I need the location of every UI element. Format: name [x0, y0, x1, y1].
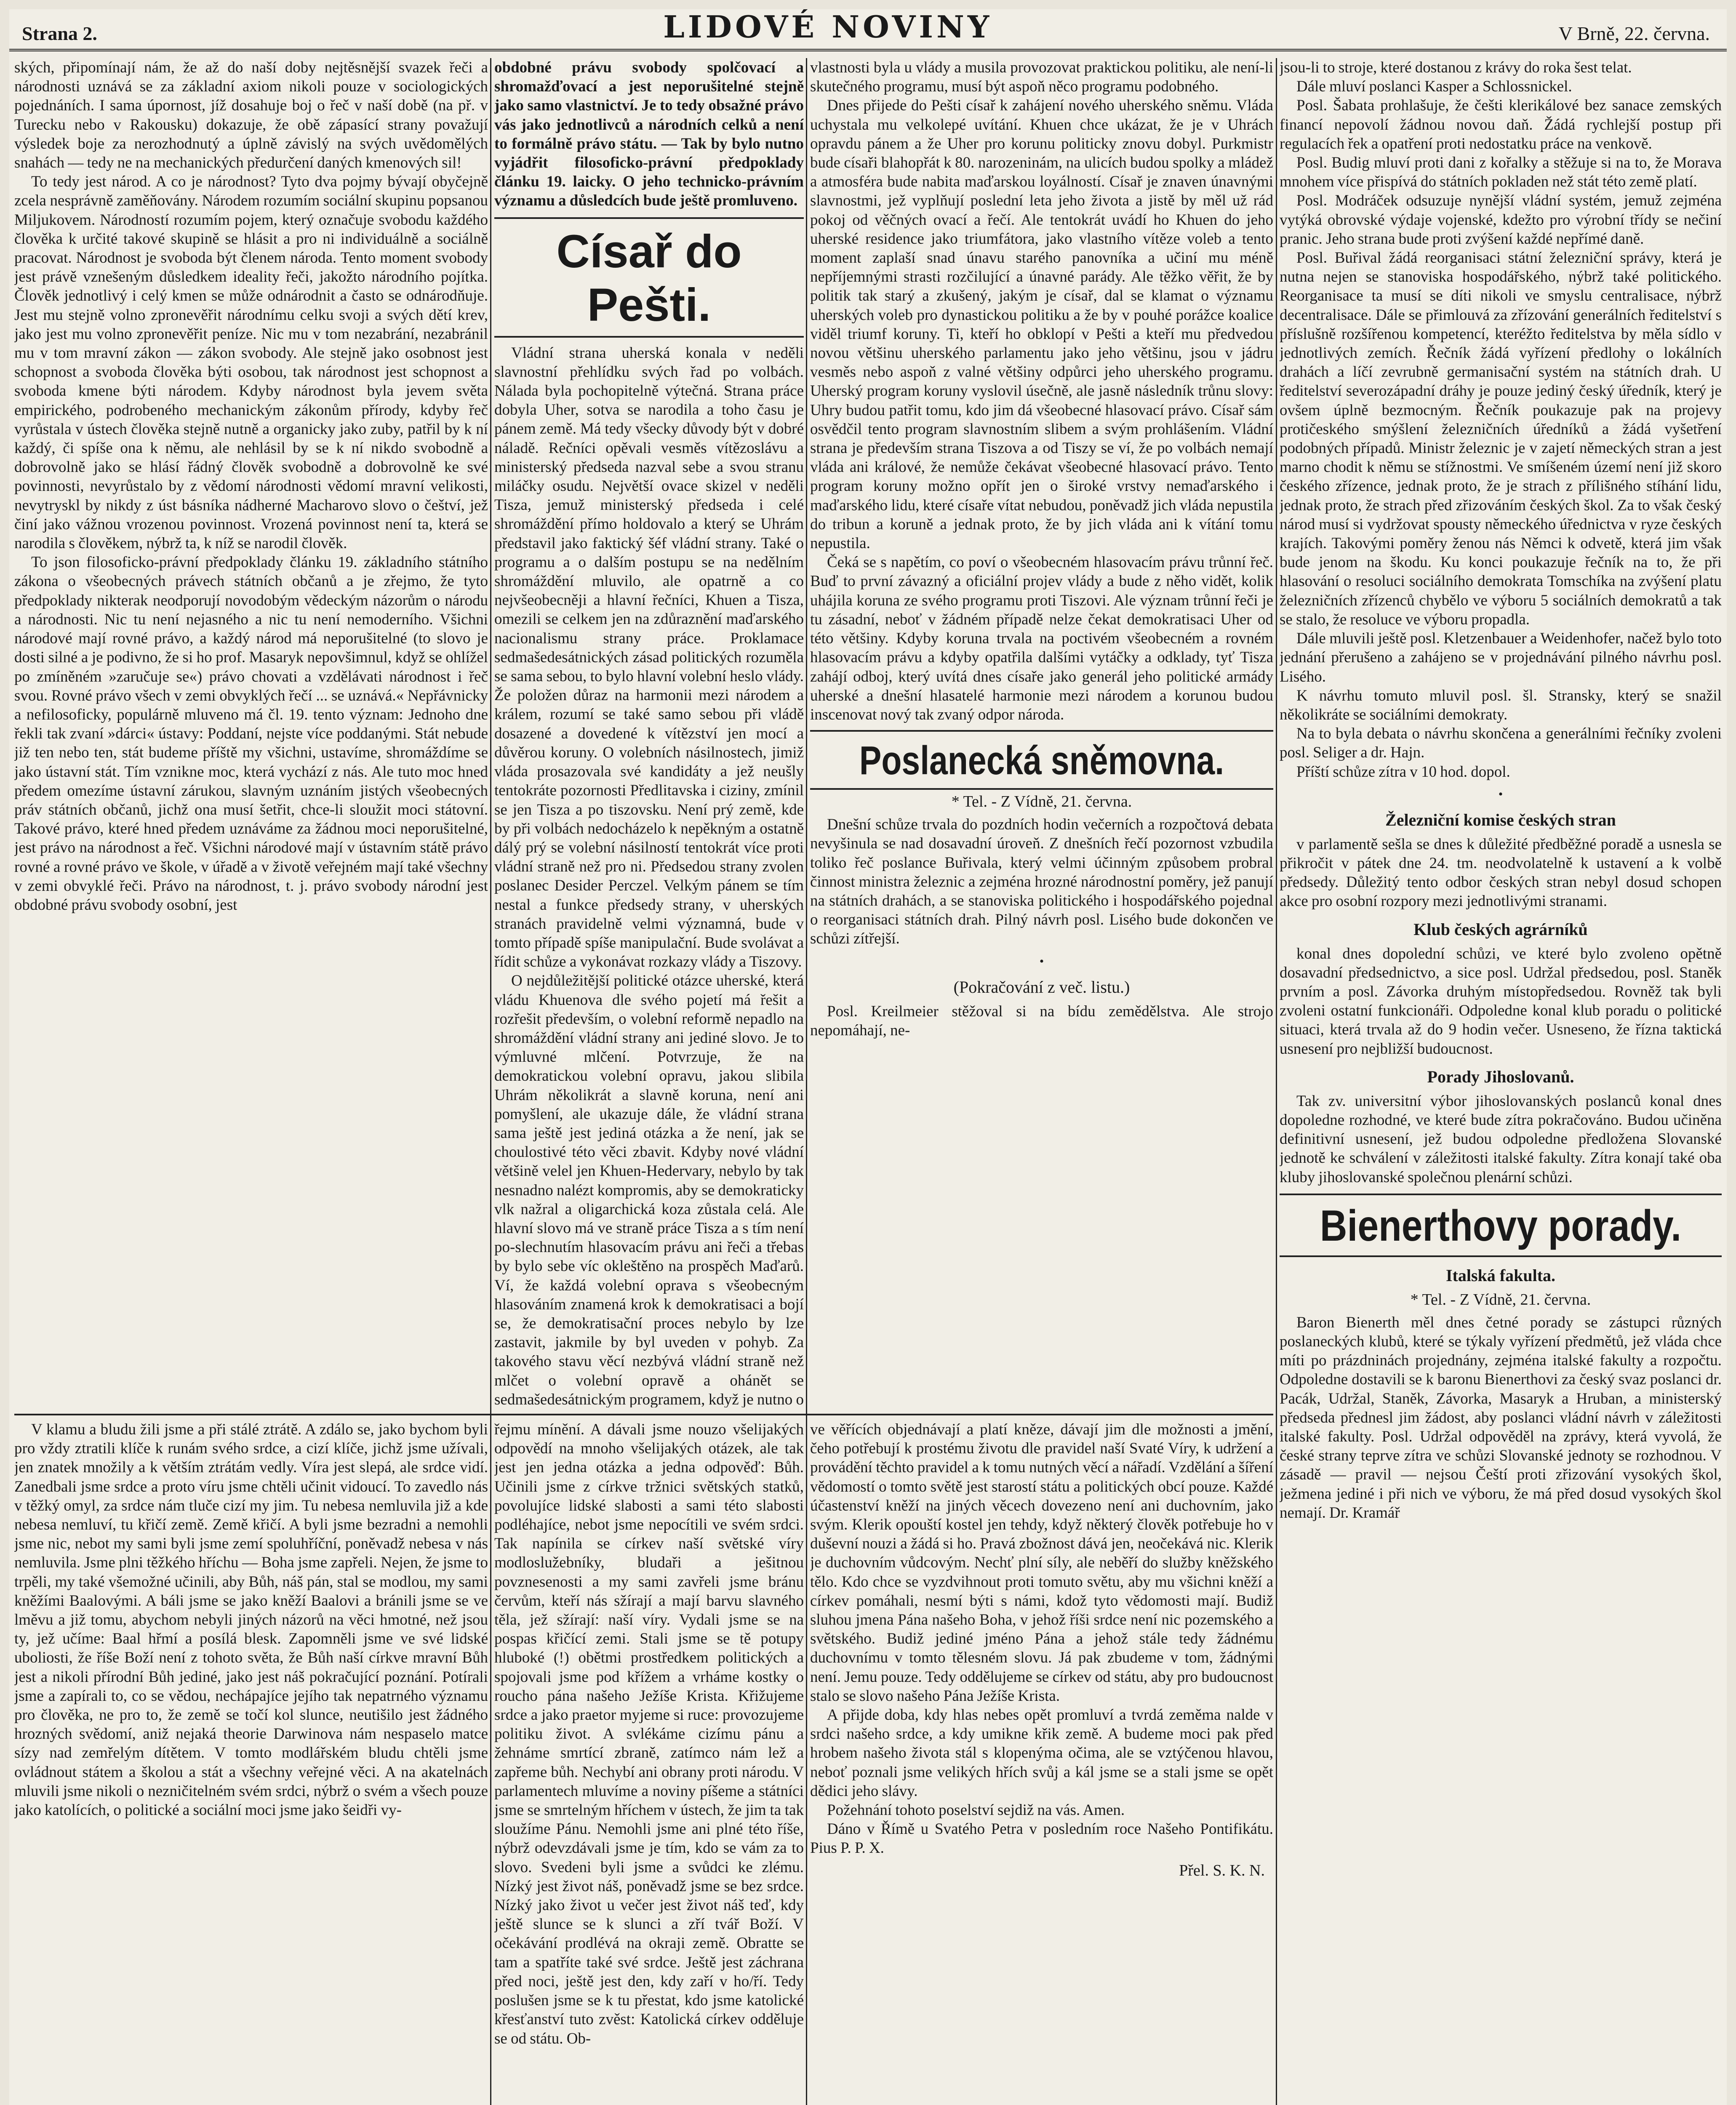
parliament-news	[1280, 58, 1722, 2105]
article-paragraph: Dnešní schůze trvala do pozdních hodin večerních a rozpočtová debata nevyšinula se nad dosavadní úroveň. Z dnešních řečí pozornost vzbudila toliko řeč poslance Buřivala, který velmi účinným způsobem probral činnost ministra železnic a zejména hrozné národnostní poměry, jež panují na státních drahách, a se stanoviska politického i hospodářského pojednal o reorganisaci státních drah. Pilný návrh posl. Lisého bude dokončen ve schůzi zítřejší.	[810, 816, 1273, 948]
article-paragraph: Baron Bienerth měl dnes četné porady se zástupci různých poslaneckých klubů, které se týkaly vyřízení předmětů, jež vláda chce míti po prázdninách projednány, zejména italské fakulty a rozpočtu. Odpoledne dostavili se k baronu Bienerthovi za český svaz poslanci dr. Pacák, Udržal, Staněk, Závorka, Masaryk a Hruban, a ministerský předseda přednesl jim žádost, aby poslanci vládní návrh v záležitosti italské fakulty. Posl. Udržal odpověděl na zprávy, která vyvolá, že české strany teprve zítra ve schůzi Slovanské jednoty se rozhodnou. V zásadě — pravil — nejsou Čeští proti zřizování vysokých škol, ježmena jediné i při nich ve výboru, že má před dosud vysokých škol nemají. Dr. Kramář	[1280, 1314, 1722, 1521]
article-paragraph: Posl. Buřival žádá reorganisaci státní železniční správy, která je nutna nejen se stanoviska hospodářského, nýbrž také politického. Reorganisace ta musí se díti nikoli ve smyslu centralisace, nýbrž decentralisace. Dále se přimlouvá za zřízování generálních ředitelství s příslušně rozšířenou kompetencí, kteréžto ředitelstva by měla sídlo v jednotlivých zemích. Řečník žádá vyřízení předlohy o lokálních drahách a líčí zevrubně germanisační systém na státních drah. U ředitelství severozápadní dráhy je pouze jediný český úředník, který je ovšem úplně bezmocným. Řečník poukazuje pak na projevy protičeského smýšlení železničních úředníků a žádá vyšetření podobných případů. Ministr železnic je v zajetí německých stran a jest marno chodit k němu se stížnostmi. Ve smíšeném území není již skoro českého zřízence, jednak proto, že je strach z přílišného stíhání lidu, jednak proto, že strach před zřizováním českých škol. Za to však český národ musí si vydržovat spousty německého úřednictva v ryze českých krajích. Takovými poměry ženou nás Němci k odvetě, která jim však bude jenom na škodu. Ku konci poukazuje řečník na to, že při hlasování o resoluci sociálního demokrata Tomschíka na zvýšení platu železničních zřízenců chybělo ve výboru 5 sociálních demokratů a tak se stalo, že resoluce ve výboru propadla.	[1280, 249, 1722, 628]
dateline: * Tel. - Z Vídně, 21. června.	[951, 793, 1132, 811]
masthead	[9, 9, 1727, 51]
article-paragraph: O nejdůležitější politické otázce uherské, která vládu Khuenova dle svého pojetí má řešit a rozřešit především, o volební reformě nepadlo na shromáždění vládní strany ani jediné slovo. Je to výmluvné mlčení. Potvrzuje, že na demokratickou volební opravu, jakou slibila Uhrám několikrát a slavně koruna, není ani pomyšlení, ale ukazuje dále, že vládní strana sama ještě jest jediná otázka a že není, jak se choulostivé této věci zbavit. Kdyby nové vládní většině velel jen Khuen-Hedervary, nebylo by tak nesnadno nalézt kompromis, aby se demokraticky vlk nažral a oligarchická koza zůstala celá. Ale hlavní slovo má ve straně práce Tisza a s tím není po-slechnutím hlasovacím právu ani řeči a třebas by bylo sebe víc okleštěno na prospěch Maďarů. Ví, že každá volební oprava s všeobecným hlasováním znamená krok k demokratisaci a bojí se, že demokratisační proces nebylo by lze zastavit, jakmile by byl uveden v pohyb. Za takového stavu věcí nezbývá vládní straně než mlčet o volební opravě a ohánět se sedmašedesátnickým programem, když je nutno o	[494, 972, 804, 1407]
article-paragraph: Vládní strana uherská konala v neděli slavnostní přehlídku svých řad po volbách. Nálada byla pochopitelně výtečná. Strana práce dobyla Uher, sotva se narodila a toho času je pánem země. Má tedy všecky důvody být v dobré náladě. Rečníci opěvali vesměs vítězoslávu a ministerský předseda nazval sebe a svou stranu miláčky osudu. Největší ovace skizel v neděli Tisza, jemuž ministerský předseda i celé shromáždění přímo holdovalo a který se Uhrám představil jako faktický šéf vládní strany. Také o programu a o dalším postupu se na nedělním shromáždění mluvilo, ale opatrně a co nejvšeobecněji a hlavní řečníci, Khuen a Tisza, omezili se celkem jen na zdůraznění maďarského nacionalismu strany práce. Proklamace sedmašedesátnických zásad politických rozuměla se sama sebou, to bylo hlavní volební heslo vlády. Že položen důraz na harmonii mezi národem a králem, rozumí se také samo sebou při vládě dosazené a dovedené k vítězství jen mocí a důvěrou koruny. O volebních násilnostech, jimiž vláda prosazovala své kandidáty a jež neušly tentokráte pozornosti Předlitavska i ciziny, zmínil se jen Tisza a po tiszovsku. Není prý země, kde by při volbách nedocházelo k nepěkným a ostatně dálý prý se volební násilností tentokrát více proti vládní straně než pro ni. Předsedou strany zvolen poslanec Desider Perczel. Velkým pánem se tím nestal a funkce předsedy strany, v uherských stranách pravidelně velmi významná, bude v tomto případě spíše manipulační. Bude svolávat a řídit schůze a vykonávat rozkazy vlády a Tiszovy.	[494, 344, 804, 971]
sermon-section	[494, 1420, 804, 2105]
subhead-agrarian-club: Klub českých agrárníků	[1413, 919, 1588, 939]
sermon-paragraph: ve věřících objednávají a platí kněze, dávají jim dle možnosti a jmění, čeho potřebují k prostému životu dle pravidel naší Svaté Víry, k udržení a provádění těchto pravidel a k tomu nutných věcí a nářadí. Vzdělání a šíření vědomostí o tomto světě jest starostí státu a politických obcí pouze. Každé účastenství kněží na jiných věcech dovezeno není ani duchovním, jako svým. Klerik opouští kostel jen tehdy, když některý člověk potřebuje ho v duševní nouzi a žádá si ho. Pravá zbožnost dává jen, neočekává nic. Klerik je duchovním vůdcovým. Nechť plní síly, ale neběří do služby kněžského tělo. Kdo chce se vyzdvihnout proti tomuto světu, aby mu všichni kněží a církev pomáhali, nesmí býti s námi, kdož tyto vědomosti mají. Budiž sluhou jmena Pána našeho Boha, v jehož říši srdce není nic pozemského a světského. Budiž jediné jméno Pána a jehož stále tedy žádnému duchovnímu v tomto tělesném slovu. Já pak zbudeme v tom, žádnými není. Jemu pouze. Tedy oddělujeme se církev od státu, aby pro budoucnost stalo se slovo našeho Pána Ježíše Krista.	[810, 1421, 1273, 1705]
headline-frame	[1280, 1194, 1722, 1257]
article-emperor	[494, 58, 804, 1407]
sermon-paragraph: Požehnání tohoto poselství sejdiž na vás. Amen.	[827, 1801, 1125, 1819]
article-paragraph: Posl. Kreilmeier stěžoval si na bídu zemědělstva. Ale strojo nepomáhají, ne-	[810, 1002, 1273, 1039]
column-4	[1280, 58, 1722, 2105]
article-paragraph: To json filosoficko-právní předpoklady článku 19. základního státního zákona o všeobecných právech státních občanů a je zřejmo, že tyto předpoklady nikterak neodporují novodobým vědeckým názorům o národu a národnosti. Nic tu není nejasného a nic tu není nemoderního. Všichni národové mají rovné právo, a každý národ má neporušitelné (to slovo je dosti silné a je podivno, že si ho prof. Masaryk nepovšimnul, když se ohlížel po zmíněném »zaručuje se«) právo chovati a vzdělávati národnost i řeč svou. Rovné právo všech v zemi obvyklých řečí ... se uznává.« Nepřávnicky a nefilosoficky, populárně mluveno má čl. 19. tento význam: Jednoho dne řekli tak zvaní »dárci« ústavy: Poddaní, nejste více poddanými. Stát nebude již ten nebo ten, stát budeme příště my všichni, ustavíme, shromáždíme se jako ústavní stát. Tím vznikne moc, která vychází z nás. Ale tuto moc hned předem omezíme ústavní zárukou, slavným uznáním jistých všeobecných práv státních občanů, jichž ona musí šetřit, chce-li sloužit moci státovní. Takové právo, které hned předem uznáváme za žádnou moci neporušitelné, jest právo na národnost a řeč. Všichni národové mají v ústavním státě právo rovné a rovné právo ve škole, v úřadě a v životě veřejném mají také všechny v zemi obvyklé řeči. Právo na národnost, t. j. právo svobody národní jest obdobné právu svobody osobní, jest	[14, 554, 488, 914]
article-paragraph: obdobné právu svobody spolčovací a shromažďovací a jest neporušitelné stejně jako samo vlastnictví. Je to tedy obsažné právo vás jako jednotlivců a národních celků a není to formálně právo státu. — Tak by bylo nutno vyjádřit filosoficko-právní předpoklady článku 19. laicky. O jeho technicko-právním významu a důsledcích bude ještě promluveno.	[494, 59, 804, 210]
headline-bienerth: Bienerthovy porady.	[1320, 1201, 1682, 1250]
column-3	[810, 58, 1273, 2105]
headline-frame	[494, 217, 804, 338]
sermon-paragraph: řejmu mínění. A dávali jsme nouzo všelijakých odpovědí na mnoho všelijakých otázek, ale tak jest jen jedna otázka a jedna odpověď: Bůh. Učinili jsme z církve tržnici světských statků, povolujíce lidské slabosti a sami této slabosti podléhajíce, nebot jsme nepocítili ve svém srdci. Tak napínila se církev naší světské víry modloslužebníky, bludaři a ješitnou povznesenosti a my sami zavřeli jsme bránu červům, kteří nás sžírají a mají barvu slavného těla, jež sžírají: naší víry. Vydali jsme se na pospas křičící zemi. Stali jsme se tě potupy hluboké (!) obětmi prostředkem politických a spojovali jsme pod křížem a vrháme kostky o roucho pána našeho Ježíše Krista. Křižujeme srdce a jako praetor myjeme si ruce: provozujeme politiku život. A svlékáme cizímu pánu a žehnáme smrtící zbraně, zatímco nám lež a zapřeme bůh. Nechybí ani obrany proti národu. V parlamentech mluvíme a noviny píšeme a státníci jsme se smrtelným hříchem v ústech, že jim ta tak sloužíme Pánu. Nemohli jsme ani plné této říše, nýbrž odevzdávali jsme je tím, kdo se vám za to slovo. Svedeni byli jsme a svůdci ke zlému. Nízký jest život náš, poněvadž jsme se bez srdce. Nízký jako život u večer jest život náš teď, kdy ještě slunce se k slunci a zří tvář Boží. V očekávání prodlévá na okraji země. Obratte se tam a spatříte také své srdce. Ještě jest záchrana před noci, ještě jest den, kdy zaří v ho/ří. Tedy poslušen jsme se k tu přestat, kdo jsme katolické křesťanství tuto zvěst: Katolická církev odděluje se od státu. Ob-	[494, 1421, 804, 2047]
issue-date: V Brně, 22. června.	[1558, 23, 1710, 44]
separator-star: •	[1498, 787, 1503, 801]
article-paragraph: K návrhu tomuto mluvil posl. šl. Stransky, který se snažil několikráte se sociálními demokraty.	[1280, 687, 1722, 723]
continuation-label: (Pokračování z več. listu.)	[953, 977, 1130, 997]
newspaper-page	[9, 9, 1727, 2105]
subhead-railway-commission: Železniční komise českých stran	[1385, 810, 1616, 829]
article-paragraph: Posl. Modráček odsuzuje nynější vládní systém, jemuž zejména vytýká obrovské výdaje vojenské, kdežto pro výrobní třídy se nečiní pranic. Jeho strana bude proti zvýšení každé nepřímé daně.	[1280, 192, 1722, 248]
sermon-section	[14, 1420, 488, 2105]
article-paragraph: Dále mluví poslanci Kasper a Schlossnickel.	[1296, 78, 1572, 96]
subhead-south-slav: Porady Jihoslovanů.	[1427, 1067, 1574, 1086]
column-1	[14, 58, 488, 2105]
sermon-section	[810, 1420, 1273, 2105]
article-paragraph: Čeká se s napětím, co poví o všeobecném hlasovacím právu trůnní řeč. Buď to první závazný a oficiální projev vlády a bude z něho vidět, kolik uhájila koruna ze svého programu proti Tiszovi. Ale význam trůnní řeči je tu zásadní, neboť v žádném případě nelze čekat demokratisaci Uher od této většiny. Kdyby koruna trvala na poctivém všeobecném a rovném hlasovacím právu a kdyby opatřila dalšími vytáčky a odklady, tyť Tisza zahájí odboj, který uvítá dnes císaře jako generál jeho politické armády uherské a dnešní hlasatelé harmonie mezi národem a korunou budou inscenovat nový tak zvaný odpor národa.	[810, 554, 1273, 723]
article-paragraph: Tak zv. universitní výbor jihoslovanských poslanců konal dnes dopoledne rozhodné, ve které bude zítra pokračováno. Budou učiněna definitivní usnesení, jež budou odpoledne předložena Slovanské jednotě ke schválení v záležitosti italské fakulty. Zítra konají také oba kluby jihoslovanské společnou plenární schůzi.	[1280, 1092, 1722, 1186]
article-paragraph: To tedy jest národ. A co je národnost? Tyto dva pojmy bývají obyčejně zcela nesprávně zaměňovány. Národem rozumím sociální skupinu popsanou Miljukovem. Národností rozumím pojem, který označuje svobodu každého člověka k určité takové skupině se hlásit a pro ni individuálně a sociálně pracovat. Národnost je svoboda být členem národa. Tento moment svobody jest právě vznešeným důsledkem ideality řeči, jakožto národního pojítka. Člověk jednotlivý i celý kmen se může odnárodnit a často se odnárodňuje. Jest mu stejně volno zpronevěřit národnímu celku svoji a svých dětí krev, jako jest mu volno zpronevěřit peníze. Nic mu v tom nezabrání, nezabránil mu v tom mravní zákon — zákon svobody. Ale stejně jako osobnost jest schopnost a svoboda člověka býti osobou, tak národnost jest schopnost a svoboda kmene býti národem. Kdyby národnost byla jevem světa empirického, podrobeného mechanickým zákonům přírody, kdyby řeč vyrůstala v ústech člověka stejně nutně a organicky jako zuby, patřil by k ní každý, či spíše ona k němu, ale nehlásil by se k ní nikdo svobodně a dobrovolně jako se hlásí řádný člověk svobodně a dobrovolně ke své povinnosti, nevyrůstalo by z vědomí národnosti vědomí mravní velikosti, nevytryskl by nikdy z úst básníka nádherné Macharovo slovo o češtví, jež činí jako vážnou vrozenou povinnost. Vrozená povinnost není ta, která se narodila s člověkem, nýbrž ta, k níž se narodil člověk.	[14, 173, 488, 552]
translator-signature: Přel. S. K. N.	[1179, 1861, 1265, 1879]
article-paragraph: Příští schůze zítra v 10 hod. dopol.	[1296, 763, 1510, 781]
page-content	[14, 58, 1722, 2105]
article-paragraph: Posl. Šabata prohlašuje, že češti klerikálové bez sanace zemských financí nepovolí žádnou novou daň. Žádá rychlejší postup při regulacích řek a opatření proti nedostatku práce na venkově.	[1280, 97, 1722, 152]
column-2	[494, 58, 804, 2105]
column-divider	[1276, 58, 1277, 2105]
newspaper-title: LIDOVÉ NOVINY	[663, 9, 993, 45]
article-paragraph: jsou-li to stroje, které dostanou z krávy do roka šest telat.	[1280, 59, 1632, 76]
article-paragraph: Dnes přijede do Pešti císař k zahájení nového uherského sněmu. Vláda uchystala mu velkolepé uvítání. Khuen chce ukázat, že je v Uhrách opravdu pánem a že Uher pro korunu politicky znovu dobyl. Purkmistr bude císaři blahopřát k 80. narozeninám, na ulicích budou spolky a mládež a atmosféra bude nabita maďarskou loyálností. Císař je znaven únavnými slavnostmi, jež vyplňují poslední leta jeho života a jistě by měl už rád pokoj od věčných ovací a řečí. Ale tentokrát uvádí ho Khuen do jeho uherské residence jako triumfátora, jako vlastního vítěze voleb a tento moment zaplaší snad únavu starého panovníka a učiní mu méně nepříjemnými strasti rozčilující a únavné parády. Ale těžko věřit, že by politik tak starý a zkušený, jakým je císař, dal se klamat o významu uherských voleb pro dynastickou politiku a že by v pouhé porážce koalice viděl triumf koruny. Ti, kteří ho obklopí v Pešti a kteří mu předvedou novou většinu uherského parlamentu jako jeho většinu, jsou v jádru vesměs nebo aspoň z valné většiny odpůrci jeho uherského programu. Uherský program koruny vyslovil úsečně, ale jasně následník trůnu slovy: Uhry budou patřit tomu, kdo jim dá všeobecné hlasovací právo. Císař sám osvědčil tento program slavnostním slibem a svým prohlášením. Vládní strana je především strana Tiszova a od Tiszy se ví, že po volbách nemají vláda ani králové, že nemůže čekávat všeobecné hlasovací právo. Tento program koruny možno opřít jen o široké vrstvy nemaďarského i maďarského lidu, které císaře vítat nebudou, poněvadž jich vláda nepustila do tribun a koruně a jednak proto, že by jich vláda ani k vítání tomu nepustila.	[810, 97, 1273, 552]
page-number: Strana 2.	[22, 23, 97, 44]
article-paragraph: Dále mluvili ještě posl. Kletzenbauer a Weidenhofer, načež bylo toto jednání přerušeno a zahájeno se v projednávání pilného návrhu posl. Lisého.	[1280, 630, 1722, 685]
article-nationality	[14, 58, 488, 1407]
sermon-paragraph: Dáno v Římě u Svatého Petra v posledním roce Našeho Pontifikátu. Pius P. P. X.	[810, 1820, 1273, 1857]
article-paragraph: vlastnosti byla u vlády a musila provozovat praktickou politiku, ale není-li skutečného programu, musí být aspoň něco programu podobného.	[810, 59, 1273, 96]
sermon-paragraph: A přijde doba, kdy hlas nebes opět promluví a tvrdá zeměma nalde v srdci našeho srdce, a kdy umikne křik země. A budeme moci pak před hrobem našeho života stál s klopenýma očima, ale se vztýčenou hlavou, neboť poznali jsme velikých hřích svůj a kál jsme se a stali jsme se opět dědici jeho slávy.	[810, 1706, 1273, 1800]
separator-star: •	[1039, 954, 1044, 968]
headline-frame	[810, 730, 1273, 790]
dateline: * Tel. - Z Vídně, 21. června.	[1410, 1290, 1591, 1308]
article-paragraph: v parlamentě sešla se dnes k důležité předběžné poradě a usnesla se přikročit v pátek dne 24. tm. neodvolatelně k ustavení a k volbě předsedy. Důležitý tento odbor českých stran nebyl dosud schopen akce pro osobní rozpory mezi jednotlivými stranami.	[1280, 835, 1722, 910]
article-paragraph: Na to byla debata o návrhu skončena a generálními řečníky zvoleni posl. Seliger a dr. Hajn.	[1280, 725, 1722, 762]
article-paragraph: konal dnes dopolední schůzi, ve které bylo zvoleno opětně dosavadní předsednictvo, a sice posl. Udržal předsedou, posl. Staněk prvním a posl. Závorka druhým místopředsedou. Rovněž tak byli zvoleni ostatní funkcionáři. Odpoledne konal klub poradu o politické situaci, která trvala až do 9 hodin večer. Usneseno, že řízna taktická usnesení pro nejbližší budoucnost.	[1280, 945, 1722, 1058]
column-divider	[806, 58, 807, 2105]
article-paragraph: Posl. Budig mluví proti dani z kořalky a stěžuje si na to, že Morava mnohem více přispívá do státních pokladen než stát této země platí.	[1280, 154, 1722, 191]
sermon-paragraph: V klamu a bludu žili jsme a při stálé ztrátě. A zdálo se, jako bychom byli pro vždy ztratili klíče k runám svého srdce, a cizí klíče, jichž jsme užívali, jen znatek množily a k větším ztrátám vedly. Víra jest slepá, ale srdce vidí. Zanedbali jsme srdce a proto víru jsme chtěli učinit vidoucí. To zavedlo nás v těžký omyl, za srdce nám tluče cizí my jim. Tu nebesa nemluvila již a kde nebesa nemluví, tu křičí země. Země křičí. A byli jsme bezradni a nemohli jsme nic, nebot my sami byli jsme zemí spoluhříční, poněvadž nebesa v nás nemluvila. Jsme plni těžkého hříchu — Boha jsme zapřeli. Nejen, že jsme to trpěli, my také všemožné učinili, aby Bůh, náš pán, stal se modlou, my sami kněžími Baalovými. A báli jsme se jako kněží Baalovi a bránili jsme se ve lměvu a již tomu, abychom nebyli jiných názorů na věci hmotné, než jsou ty, jež učíme: Baal hřmí a posílá blesk. Zapomněli jsme ve své lidské uboliosti, že říše Boží není z tohoto světa, že Bůh naší církve mravní Bůh jest a nikoli přírodní Bůh jediné, jako jest náš pokračující poznání. Potírali jsme a zapírali to, co se vědou, nechápajíce jejího tak nepatrného významu pro člověka, ne pro to, že země se točí kol slunce, neutišilo jest žádného hrozných svědomí, aniž nejaká theorie Darwinova nám nespaselo matce sízy nad zemřelým dítětem. V tomto modlářském bludu chtěli jsme ovládnout státem a školou a stát a všechny veřejné věci. A na akatelnách mluvili jsme nikoli o nezničitelném svém srdci, nýbrž o svém a všech pouze jako katolících, o politické a sociální moci jsme jako šeidři vy-	[14, 1421, 488, 1819]
subhead-italian-faculty: Italská fakulta.	[1445, 1266, 1556, 1285]
article-emperor-cont	[810, 58, 1273, 1407]
column-divider	[490, 58, 491, 2105]
article-paragraph: ských, připomínají nám, že až do naší doby nejtěsnější svazek řeči a národnosti uznává se za základní axiom nikoli pouze v sociologických pojednáních. I sama úpornost, jíž dosahuje boj o řeč v naší době (na př. v Turecku nebo v Rakousku) dokazuje, že obě zápasící strany považují výsledek boje za nerozhodnutý a úplně závislý na svých uvědomělých snahách — tedy ne na mechanických předurčení daných kmenových sil!	[14, 59, 488, 172]
headline-emperor: Císař do Pešti.	[556, 225, 742, 331]
headline-parliament: Poslanecká sněmovna.	[859, 738, 1224, 783]
